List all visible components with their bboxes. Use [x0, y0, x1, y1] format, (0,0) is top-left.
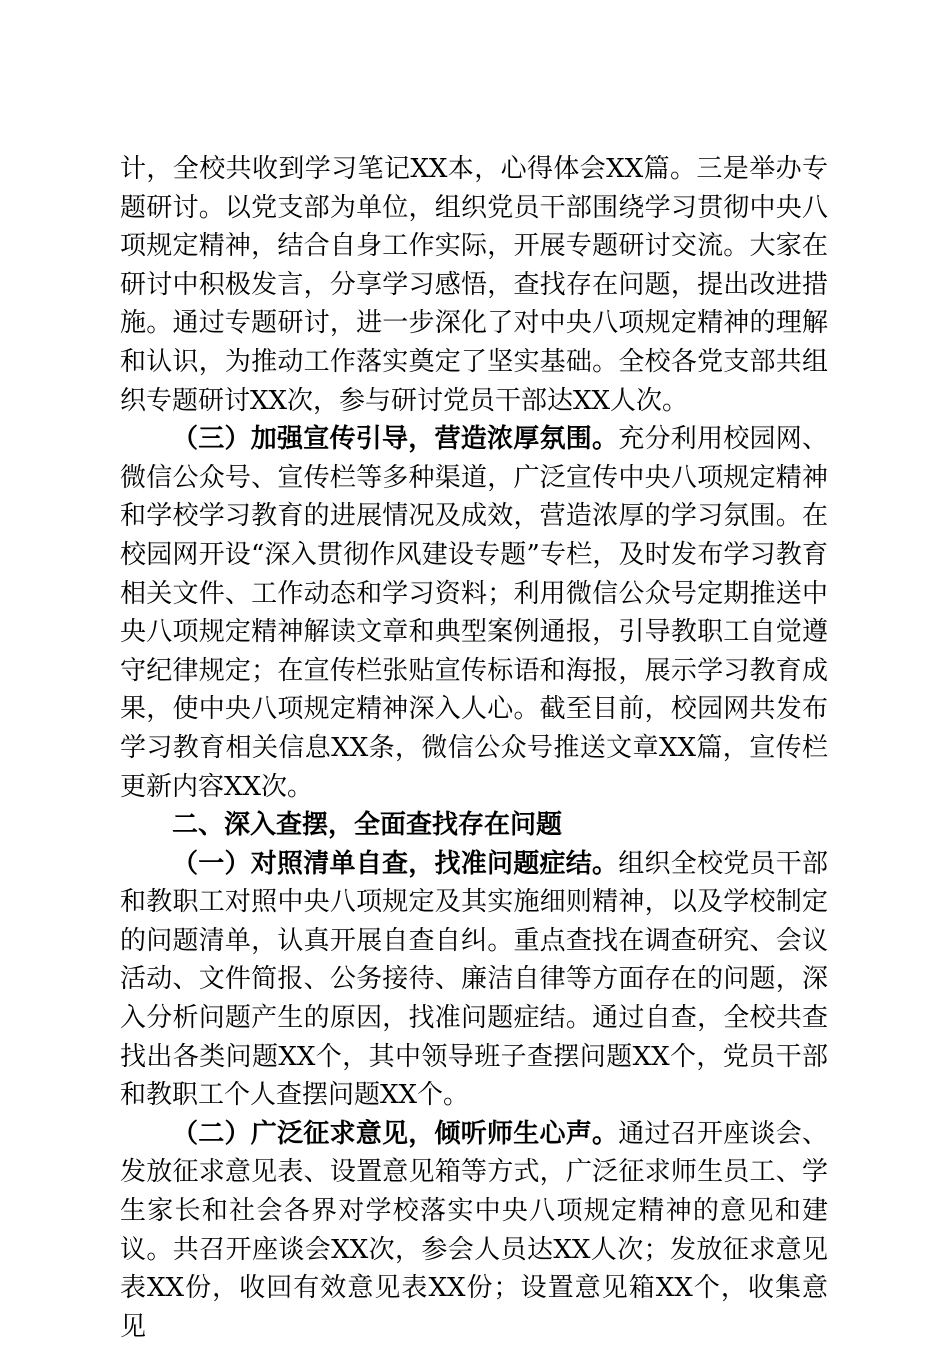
paragraph-study-notes: [120, 150, 828, 420]
paragraph-lead-opinions: （二）广泛征求意见，倾听师生心声。: [172, 1118, 619, 1149]
paragraph-publicity: [120, 420, 828, 806]
paragraph-self-check: [120, 845, 828, 1115]
paragraph-lead-self-check: （一）对照清单自查，找准问题症结。: [172, 848, 619, 879]
paragraph-opinions: [120, 1115, 828, 1346]
paragraph-text: 计，全校共收到学习笔记XX本，心得体会XX篇。三是举办专题研讨。以党支部为单位，组织党员干部围绕学习贯彻中央八项规定精神，结合自身工作实际，开展专题研讨交流。大家在研讨中积极发言，分享学习感悟，查找存在问题，提出改进措施。通过专题研讨，进一步深化了对中央八项规定精神的理解和认识，为推动工作落实奠定了坚实基础。全校各党支部共组织专题研讨XX次，参与研讨党员干部达XX人次。: [120, 154, 828, 416]
paragraph-text: 组织全校党员干部和教职工对照中央八项规定及其实施细则精神，以及学校制定的问题清单，认真开展自查自纠。重点查找在调查研究、会议活动、文件简报、公务接待、廉洁自律等方面存在的问题，深入分析问题产生的原因，找准问题症结。通过自查，全校共查找出各类问题XX个，其中领导班子查摆问题XX个，党员干部和教职工个人查摆问题XX个。: [120, 848, 828, 1111]
paragraph-lead-publicity: （三）加强宣传引导，营造浓厚氛围。: [172, 424, 619, 455]
paragraph-text: 通过召开座谈会、发放征求意见表、设置意见箱等方式，广泛征求师生员工、学生家长和社会各界对学校落实中央八项规定精神的意见和建议。共召开座谈会XX次，参会人员达XX人次；发放征求意见表XX份，收回有效意见表XX份；设置意见箱XX个，收集意见: [120, 1118, 828, 1342]
paragraph-text: 充分利用校园网、微信公众号、宣传栏等多种渠道，广泛宣传中央八项规定精神和学校学习教育的进展情况及成效，营造浓厚的学习氛围。在校园网开设“深入贯彻作风建设专题”专栏，及时发布学习教育相关文件、工作动态和学习资料；利用微信公众号定期推送中央八项规定精神解读文章和典型案例通报，引导教职工自觉遵守纪律规定；在宣传栏张贴宣传标语和海报，展示学习教育成果，使中央八项规定精神深入人心。截至目前，校园网共发布学习教育相关信息XX条，微信公众号推送文章XX篇，宣传栏更新内容XX次。: [120, 424, 828, 802]
section-heading-2: 二、深入查摆，全面查找存在问题: [172, 810, 563, 841]
document-page: [120, 150, 828, 1346]
